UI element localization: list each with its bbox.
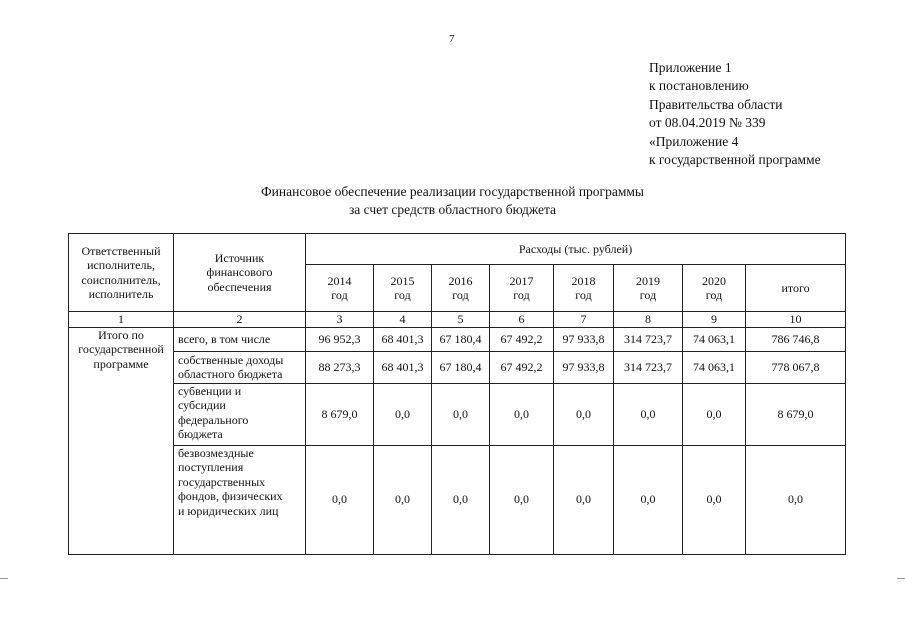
page-number: 7 <box>449 33 455 45</box>
value-cell: 0,0 <box>614 445 683 554</box>
column-number: 8 <box>614 312 683 328</box>
value-cell: 8 679,0 <box>306 383 374 445</box>
appendix-line: «Приложение 4 <box>649 133 739 149</box>
table-row <box>69 351 846 383</box>
column-number: 9 <box>683 312 746 328</box>
value-cell: 786 746,8 <box>746 327 846 351</box>
value-cell: 74 063,1 <box>683 327 746 351</box>
value-cell: 97 933,8 <box>554 351 614 383</box>
document-title <box>0 183 905 219</box>
header-responsible: Ответственный исполнитель, соисполнитель, исполнитель <box>69 234 174 312</box>
appendix-line: Правительства области <box>649 96 783 112</box>
value-cell: 778 067,8 <box>746 351 846 383</box>
scan-edge-mark <box>897 578 905 579</box>
value-cell: 67 180,4 <box>432 327 490 351</box>
table-row <box>69 383 846 445</box>
table-row <box>69 327 846 351</box>
table-row <box>69 445 846 554</box>
appendix-line: от 08.04.2019 № 339 <box>649 115 766 131</box>
value-cell: 67 492,2 <box>490 327 554 351</box>
value-cell: 0,0 <box>490 445 554 554</box>
title-line: за счет средств областного бюджета <box>348 202 557 217</box>
value-cell: 67 180,4 <box>432 351 490 383</box>
value-cell: 68 401,3 <box>374 327 432 351</box>
financing-table <box>68 233 846 555</box>
value-cell: 0,0 <box>432 383 490 445</box>
header-total: итого <box>746 265 846 312</box>
value-cell: 88 273,3 <box>306 351 374 383</box>
header-year: 2016 год <box>432 265 490 312</box>
scan-edge-mark <box>0 578 8 579</box>
header-year: 2018 год <box>554 265 614 312</box>
value-cell: 0,0 <box>306 445 374 554</box>
source-cell: субвенции и субсидии федерального бюджета <box>174 383 306 445</box>
column-number: 6 <box>490 312 554 328</box>
value-cell: 314 723,7 <box>614 327 683 351</box>
appendix-line: к постановлению <box>649 78 749 94</box>
column-number: 2 <box>174 312 306 328</box>
column-number: 5 <box>432 312 490 328</box>
header-year: 2020 год <box>683 265 746 312</box>
value-cell: 314 723,7 <box>614 351 683 383</box>
title-line: Финансовое обеспечение реализации государственной программы <box>261 184 644 199</box>
source-cell: всего, в том числе <box>174 327 306 351</box>
value-cell: 96 952,3 <box>306 327 374 351</box>
header-year: 2014 год <box>306 265 374 312</box>
row-group-label: Итого по государственной программе <box>69 327 174 554</box>
source-cell: безвозмездные поступления государственных фондов, физических и юридических лиц <box>174 445 306 554</box>
value-cell: 0,0 <box>490 383 554 445</box>
header-year: 2019 год <box>614 265 683 312</box>
value-cell: 0,0 <box>432 445 490 554</box>
appendix-line: к государственной программе <box>649 152 821 168</box>
column-number: 4 <box>374 312 432 328</box>
value-cell: 67 492,2 <box>490 351 554 383</box>
source-cell: собственные доходы областного бюджета <box>174 351 306 383</box>
appendix-line: Приложение 1 <box>649 60 732 75</box>
value-cell: 0,0 <box>374 383 432 445</box>
column-number: 10 <box>746 312 846 328</box>
header-expenses: Расходы (тыс. рублей) <box>306 234 846 265</box>
column-number: 3 <box>306 312 374 328</box>
value-cell: 0,0 <box>554 445 614 554</box>
header-year: 2017 год <box>490 265 554 312</box>
value-cell: 8 679,0 <box>746 383 846 445</box>
value-cell: 0,0 <box>683 383 746 445</box>
column-number: 7 <box>554 312 614 328</box>
column-number: 1 <box>69 312 174 328</box>
header-source: Источник финансового обеспечения <box>174 234 306 312</box>
value-cell: 97 933,8 <box>554 327 614 351</box>
value-cell: 0,0 <box>683 445 746 554</box>
value-cell: 0,0 <box>614 383 683 445</box>
value-cell: 68 401,3 <box>374 351 432 383</box>
value-cell: 0,0 <box>746 445 846 554</box>
value-cell: 0,0 <box>554 383 614 445</box>
header-year: 2015 год <box>374 265 432 312</box>
value-cell: 0,0 <box>374 445 432 554</box>
value-cell: 74 063,1 <box>683 351 746 383</box>
appendix-block <box>649 59 821 169</box>
